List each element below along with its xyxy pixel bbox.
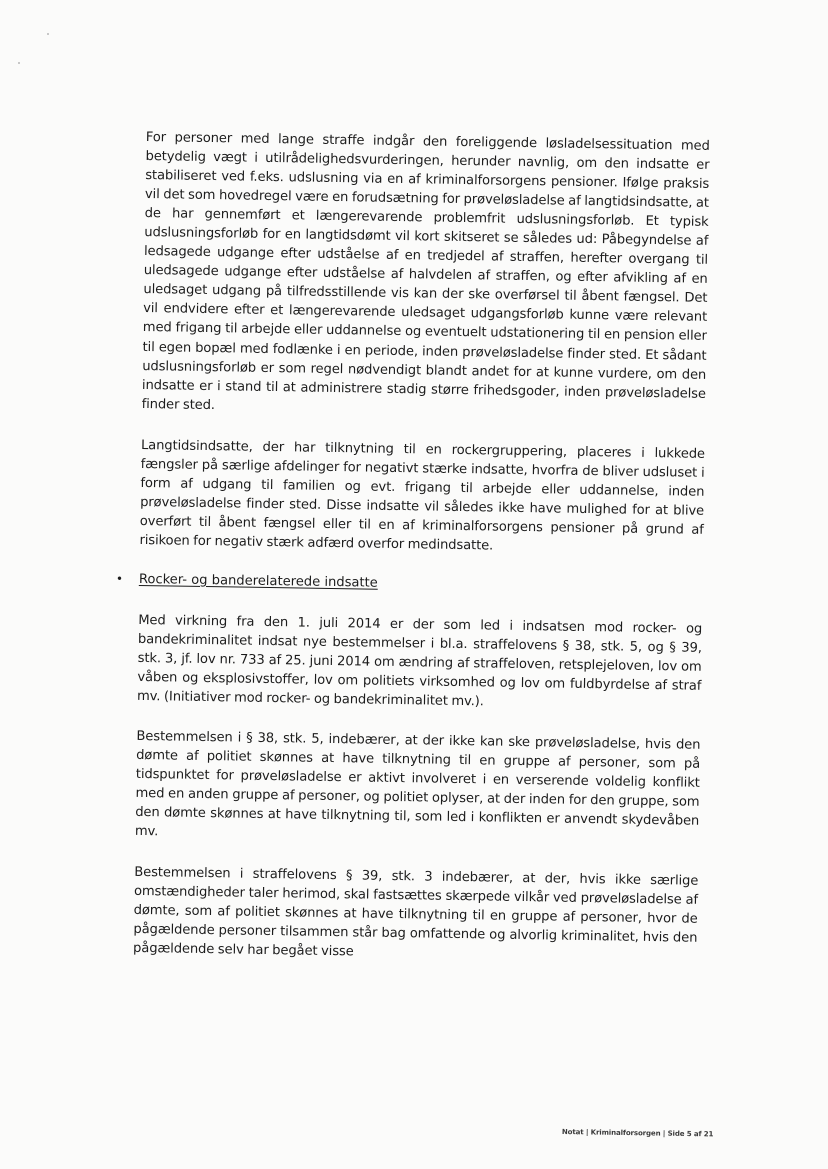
scan-speck bbox=[18, 62, 20, 64]
body-paragraph-3: Med virkning fra den 1. juli 2014 er der som led i indsatsen mod rocker- og bandekriminalitet indsat nye bestemmelser i bl.a. straffelovens § 38, stk. 5, og § 39, stk. 3, jf. lov nr. 733 af 25. juni 2014 om ændring af straffeloven, retsplejeloven, lov om våben og eksplosivstoffer, lov om politiets virksomhed og lov om fuldbyrdelse af straf mv. (Initiativer mod rocker- og bandekriminalitet mv.). bbox=[136, 612, 703, 710]
scan-speck bbox=[47, 33, 49, 35]
page-footer: Notat | Kriminalforsorgen | Side 5 af 21 bbox=[561, 1128, 714, 1139]
bullet-marker: • bbox=[115, 571, 124, 586]
body-paragraph-5: Bestemmelsen i straffelovens § 39, stk. 3 indebærer, at der, hvis ikke særlige omstændigheder taler herimod, skal fastsættes skærpede vilkår ved prøveløsladelse af dømte, som af politiet skønnes at have tilknytning til en gruppe af personer, hvor de pågældende personer tilsammen står bag omfattende og alvorlig kriminalitet, hvis den pågældende selv har begået visse bbox=[132, 864, 699, 960]
body-paragraph-4: Bestemmelsen i § 38, stk. 5, indebærer, at der ikke kan ske prøveløsladelse, hvis den dømte af politiet skønnes at have tilknytning til en gruppe af personer, som på tidspunktet for prøveløsladelse er aktivt involveret i en verserende voldelig konflikt med en anden gruppe af personer, og politiet oplyser, at der inden for den gruppe, som den dømte skønnes at have tilknytning til, som led i konflikten er anvendt skydevåben mv. bbox=[134, 729, 701, 840]
body-paragraph-1: For personer med lange straffe indgår den foreliggende løsladelsessituation med betydelig vægt i utilrådelighedsvurderingen, herunder navnlig, om den indsatte er stabiliseret ved f.eks. udslusning via en af kriminalforsorgens pensioner. Ifølge praksis vil det som hovedregel være en forudsætning for prøveløsladelse af langtidsindsatte, at de har gennemført et længerevarende problemfrit udslusningsforløb. Et typisk udslusningsforløb for en langtidsdømt vil kort skitseret se således ud: Påbegyndelse af ledsagede udgange efter udståelse af en tredjedel af straffen, herefter overgang til uledsagede udgange efter udståelse af halvdelen af straffen, og efter afvikling af en uledsaget udgang på tilfredsstillende vis kan der ske overførsel til åbent fængsel. Det vil endvidere efter et længerevarende uledsaget udgangsforløb kunne være relevant med frigang til arbejde eller uddannelse og eventuelt udstationering til en pension eller til egen bopæl med fodlænke i en periode, inden prøveløsladelse finder sted. Et sådant udslusningsforløb er som regel nødvendigt blandt andet for at kunne vurdere, om den indsatte er i stand til at administrere stadig større frihedsgoder, inden prøveløsladelse finder sted. bbox=[141, 129, 710, 413]
body-paragraph-2: Langtidsindsatte, der har tilknytning til en rockergruppering, placeres i lukkede fængsler på særlige afdelinger for negativt stærke indsatte, hvorfra de bliver udsluset i form af udgang til familien og evt. frigang til arbejde eller uddannelse, inden prøveløsladelse finder sted. Disse indsatte vil således ikke have mulighed for at blive overført til åbent fængsel eller til en af kriminalforsorgens pensioner på grund af risikoen for negativ stærk adfærd overfor medindsatte. bbox=[139, 437, 706, 554]
section-heading-text: Rocker- og banderelaterede indsatte bbox=[138, 571, 378, 591]
page-body bbox=[115, 128, 710, 966]
